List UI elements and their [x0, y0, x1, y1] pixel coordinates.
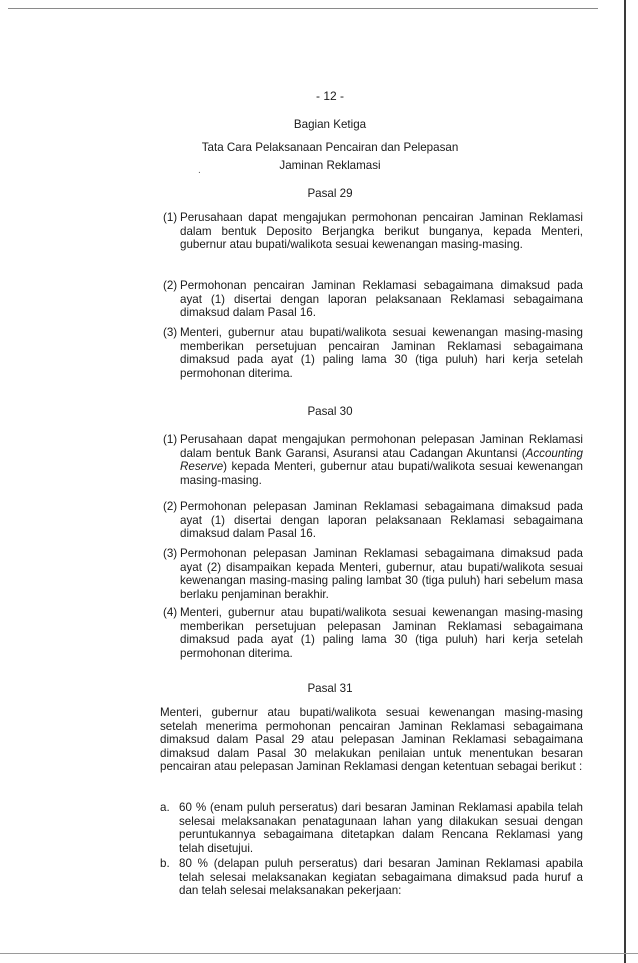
scan-edge-right [624, 0, 626, 963]
stray-mark: . [198, 165, 201, 176]
letter-label: a. [160, 801, 170, 814]
pasal-31-letter-a [160, 801, 583, 855]
pasal-30-item-2 [163, 500, 583, 541]
letter-text: 80 % (delapan puluh perseratus) dari besaran Jaminan Reklamasi apabila telah selesai melaksanakan kegiatan sebagaimana dimaksud pada huruf a dan telah selesai melaksanakan pekerjaan: [179, 857, 583, 898]
scan-edge-top [8, 8, 598, 9]
item-text: Permohonan pelepasan Jaminan Reklamasi sebagaimana dimaksud pada ayat (2) disampaikan kepada Menteri, gubernur, atau bupati/walikota sesuai kewenangan masing-masing paling lambat 30 (tiga puluh) hari sebelum masa berlaku penjaminan berakhir. [180, 547, 583, 601]
pasal-30-item-1 [163, 433, 583, 487]
pasal-31-intro: Menteri, gubernur atau bupati/walikota sesuai kewenangan masing-masing setelah menerima permohonan pencairan Jaminan Reklamasi sebagaimana dimaksud dalam Pasal 29 atau pelepasan Jaminan Reklamasi sebagaimana dimaksud dalam Pasal 30 melakukan penilaian untuk menentukan besaran pencairan atau pelepasan Jaminan Reklamasi dengan ketentuan sebagai berikut : [160, 706, 583, 774]
pasal-31-letter-b [160, 857, 583, 898]
item-text: Permohonan pencairan Jaminan Reklamasi sebagaimana dimaksud pada ayat (1) disertai dengan laporan pelaksanaan Reklamasi sebagaimana dimaksud dalam Pasal 16. [180, 279, 583, 320]
page-number: - 12 - [315, 89, 344, 103]
pasal-30-item-3 [163, 547, 583, 601]
item-number: (2) [163, 500, 178, 513]
section-title-line-2: Jaminan Reklamasi [279, 159, 381, 172]
scan-edge-bottom [0, 953, 638, 954]
pasal-30-item-4 [163, 606, 583, 660]
pasal-29-item-2 [163, 279, 583, 320]
pasal-29-item-1 [163, 211, 583, 252]
item-number: (3) [163, 326, 178, 339]
item-number: (3) [163, 547, 178, 560]
letter-label: b. [160, 857, 170, 870]
item-text [180, 433, 583, 487]
pasal-29-heading: Pasal 29 [307, 187, 353, 200]
pasal-31-heading: Pasal 31 [307, 682, 353, 695]
item-number: (1) [163, 211, 178, 224]
item-number: (2) [163, 279, 178, 292]
item-number: (1) [163, 433, 178, 446]
italic-term: Accounting Reserve [180, 446, 583, 474]
item-text: Menteri, gubernur atau bupati/walikota sesuai kewenangan masing-masing memberikan persetujuan pelepasan Jaminan Reklamasi sebagaimana dimaksud pada ayat (1) paling lama 30 (tiga puluh) hari kerja setelah permohonan diterima. [180, 606, 583, 660]
pasal-30-heading: Pasal 30 [307, 405, 353, 418]
item-text: Perusahaan dapat mengajukan permohonan pencairan Jaminan Reklamasi dalam bentuk Deposito Berjangka berikut bunganya, kepada Menteri, gubernur atau bupati/walikota sesuai kewenangan masing-masing. [180, 211, 583, 252]
section-label: Bagian Ketiga [293, 118, 367, 131]
item-text: Permohonan pelepasan Jaminan Reklamasi sebagaimana dimaksud pada ayat (1) disertai dengan laporan pelaksanaan Reklamasi sebagaimana dimaksud dalam Pasal 16. [180, 500, 583, 541]
pasal-29-item-3 [163, 326, 583, 380]
letter-text: 60 % (enam puluh perseratus) dari besaran Jaminan Reklamasi apabila telah selesai melaksanakan penatagunaan lahan yang dilakukan sesuai dengan peruntukannya sebagaimana ditetapkan dalam Rencana Reklamasi yang telah disetujui. [179, 801, 583, 855]
item-text-part-1: Perusahaan dapat mengajukan permohonan pelepasan Jaminan Reklamasi dalam bentuk Bank Garansi, Asuransi atau Cadangan Akuntansi ( [180, 433, 583, 460]
section-title-line-1: Tata Cara Pelaksanaan Pencairan dan Pelepasan [201, 141, 459, 154]
item-number: (4) [163, 606, 178, 619]
item-text-part-2: ) kepada Menteri, gubernur atau bupati/walikota sesuai kewenangan masing-masing. [180, 460, 583, 487]
item-text: Menteri, gubernur atau bupati/walikota sesuai kewenangan masing-masing memberikan persetujuan pencairan Jaminan Reklamasi sebagaimana dimaksud pada ayat (1) paling lama 30 (tiga puluh) hari kerja setelah permohonan diterima. [180, 326, 583, 380]
